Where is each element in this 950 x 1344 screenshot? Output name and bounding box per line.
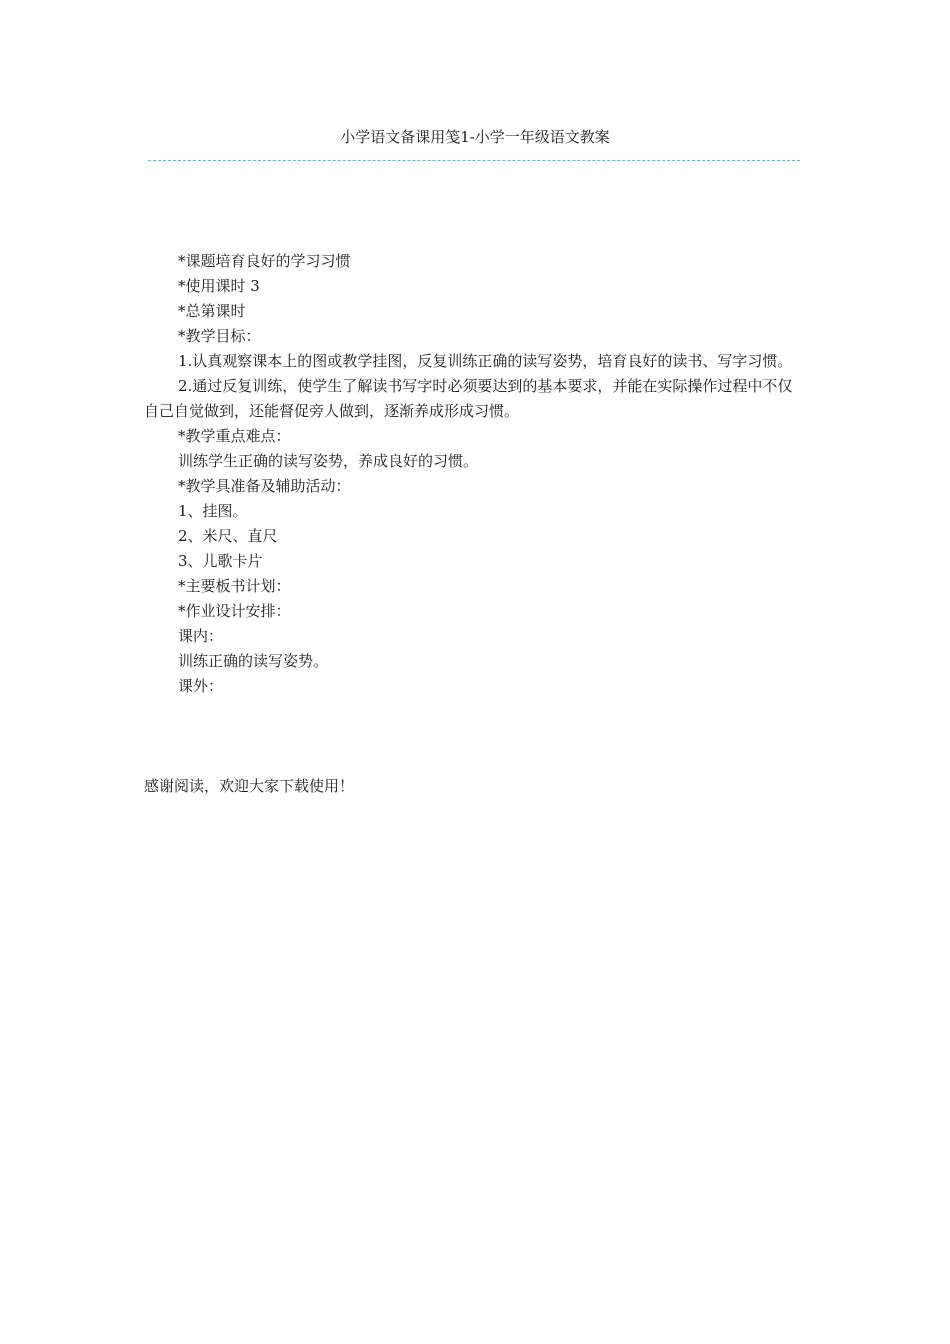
after-class-label: 课外： <box>178 677 224 695</box>
title-divider <box>148 160 800 161</box>
materials-item: 1、挂图。 <box>178 502 248 520</box>
page-title: 小学语文备课用笺1-小学一年级语文教案 <box>340 128 610 146</box>
key-points-heading: *教学重点难点： <box>178 427 291 445</box>
lesson-plan-body <box>144 249 806 699</box>
homework-heading: *作业设计安排： <box>178 602 291 620</box>
materials-heading: *教学具准备及辅助活动： <box>178 477 351 495</box>
board-plan-heading: *主要板书计划： <box>178 577 291 595</box>
in-class-label: 课内： <box>178 627 224 645</box>
in-class-text: 训练正确的读写姿势。 <box>178 652 329 670</box>
key-points-text: 训练学生正确的读写姿势，养成良好的习惯。 <box>178 452 479 470</box>
materials-item: 3、儿歌卡片 <box>178 552 263 570</box>
lesson-topic: *课题培育良好的学习习惯 <box>178 252 351 270</box>
lesson-hours: *使用课时 3 <box>178 277 260 295</box>
objective-item: 2.通过反复训练，使学生了解读书写字时必须要达到的基本要求，并能在实际操作过程中不仅自己自觉做到，还能督促旁人做到，逐渐养成形成习惯。 <box>144 377 793 420</box>
objectives-heading: *教学目标： <box>178 327 261 345</box>
lesson-total-count: *总第课时 <box>178 302 246 320</box>
closing-note: 感谢阅读，欢迎大家下载使用！ <box>144 777 355 795</box>
objective-item: 1.认真观察课本上的图或教学挂图，反复训练正确的读写姿势，培育良好的读书、写字习惯。 <box>178 352 793 370</box>
materials-item: 2、米尺、直尺 <box>178 527 278 545</box>
